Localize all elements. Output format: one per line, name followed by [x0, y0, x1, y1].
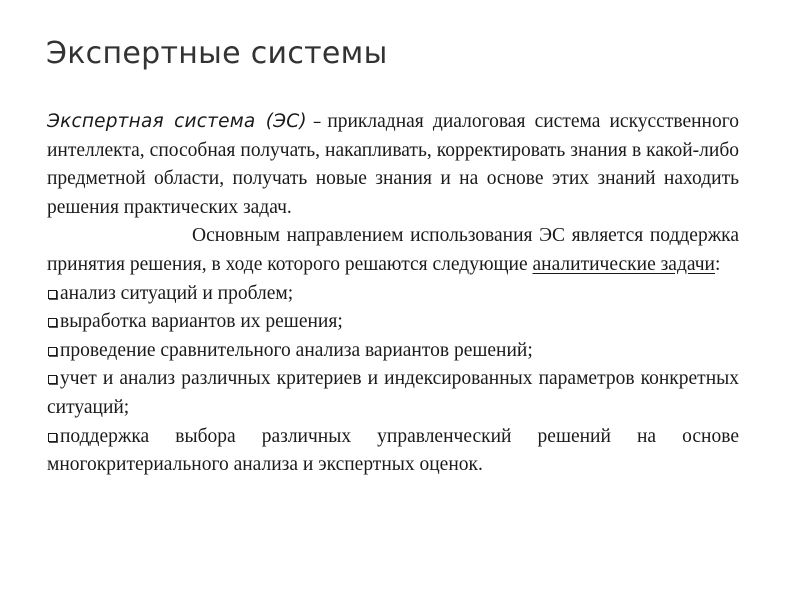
definition-dash: –: [312, 112, 322, 132]
list-item-text: выработка вариантов их решения;: [60, 311, 343, 333]
list-item: [47, 337, 739, 366]
list-item: [47, 423, 739, 480]
square-bullet-icon: [48, 347, 57, 356]
square-bullet-icon: [48, 375, 57, 384]
intro-text: Основным направлением использования ЭС является поддержка принятия решения, в ходе которого решаются следующие: [47, 225, 739, 275]
definition-term: Экспертная система (ЭС): [47, 111, 307, 132]
list-item-text: поддержка выбора различных управленческий решений на основе многокритериального анализа и экспертных оценок.: [47, 425, 739, 476]
list-item-text: проведение сравнительного анализа вариантов решений;: [60, 339, 533, 361]
list-item: [47, 365, 739, 422]
task-list: [47, 280, 739, 480]
definition-paragraph: [47, 108, 739, 222]
analytic-tasks-link-text: аналитические задачи: [532, 253, 715, 275]
list-item: [47, 308, 739, 337]
square-bullet-icon: [48, 290, 57, 299]
slide-title: Экспертные системы: [46, 36, 388, 71]
list-item-text: анализ ситуаций и проблем;: [60, 282, 294, 304]
square-bullet-icon: [48, 318, 57, 327]
slide-body: [47, 108, 739, 480]
list-item-text: учет и анализ различных критериев и индексированных параметров конкретных ситуаций;: [47, 368, 739, 418]
intro-colon: :: [715, 253, 721, 275]
definition-text: прикладная диалоговая система искусственного интеллекта, способная получать, накапливать, корректировать знания в какой-либо предметной области, получать новые знания и на основе этих знаний находить решения практических задач.: [47, 111, 739, 218]
intro-paragraph: [47, 222, 739, 279]
list-item: [47, 280, 739, 309]
square-bullet-icon: [48, 433, 57, 442]
